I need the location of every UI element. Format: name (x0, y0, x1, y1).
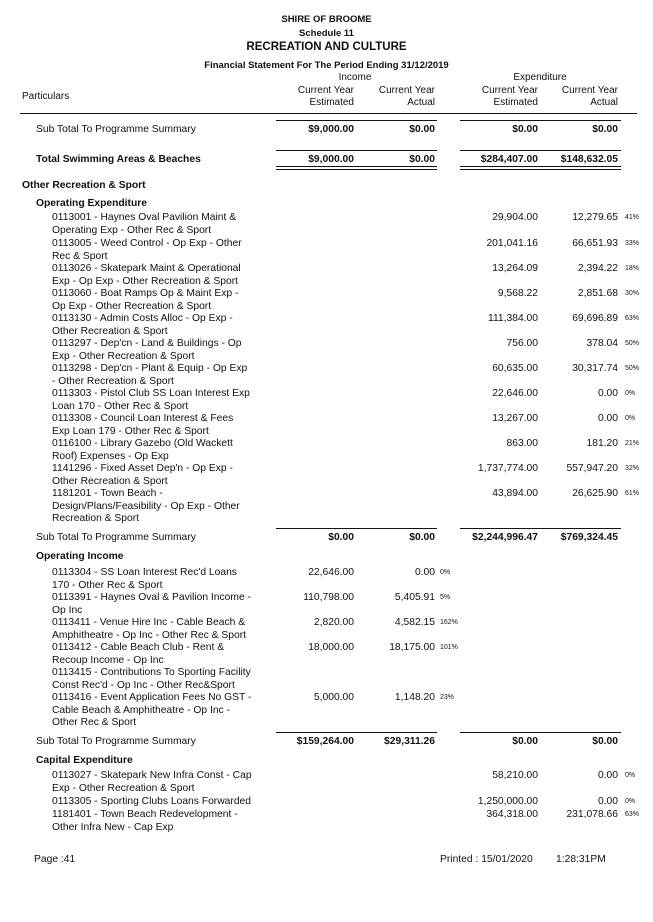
row-exp-estimated: 60,635.00 (492, 363, 538, 374)
row-description: 0113060 - Boat Ramps Op & Maint Exp - Op Exp - Other Recreation & Sport (52, 288, 239, 312)
row-exp-actual: 0.00 (597, 388, 618, 399)
row-inc-estimated: 18,000.00 (308, 642, 354, 653)
total-exp-act: $148,632.05 (560, 154, 618, 165)
row-inc-estimated: 110,798.00 (303, 592, 354, 603)
row-description: 0113308 - Council Loan Interest & Fees Exp Loan 179 - Other Rec & Sport (52, 413, 234, 437)
subtotal-inc-act: $0.00 (409, 124, 435, 135)
row-exp-estimated: 9,568.22 (497, 288, 538, 299)
exp-est-header-2: Estimated (493, 97, 538, 108)
row-percent: 41% (625, 214, 640, 221)
row-description: 0116100 - Library Gazebo (Old Wackett Roof) Expenses - Op Exp (52, 438, 233, 462)
row-exp-estimated: 43,894.00 (492, 488, 538, 499)
row-percent: 50% (625, 340, 640, 347)
page-title: RECREATION AND CULTURE (246, 41, 407, 53)
row-description: 1141296 - Fixed Asset Dep'n - Op Exp - Other Recreation & Sport (52, 463, 233, 487)
rule (276, 150, 437, 151)
row-percent: 32% (625, 465, 640, 472)
row-percent: 30% (625, 290, 640, 297)
subtotal-inc-est: $9,000.00 (308, 124, 354, 135)
row-percent: 21% (625, 440, 640, 447)
row-description: 1181201 - Town Beach - Design/Plans/Feasibility - Op Exp - Other Recreation & Sport (52, 488, 240, 524)
row-description: 0113130 - Admin Costs Alloc - Op Exp - Other Recreation & Sport (52, 313, 233, 337)
row-exp-actual: 2,394.22 (577, 263, 618, 274)
printed-date: Printed : 15/01/2020 (440, 854, 533, 865)
row-percent: 63% (625, 315, 640, 322)
row-exp-estimated: 111,384.00 (487, 313, 538, 324)
exp-est-header-1: Current Year (481, 85, 538, 96)
row-exp-estimated: 1,250,000.00 (477, 796, 538, 807)
opinc-subtotal-inc-est: $159,264.00 (296, 736, 354, 747)
subtotal-exp-est: $0.00 (512, 124, 538, 135)
opinc-subtotal-exp-act: $0.00 (592, 736, 618, 747)
inc-act-header-1: Current Year (378, 85, 435, 96)
row-inc-actual: 4,582.15 (394, 617, 435, 628)
row-exp-estimated: 1,737,774.00 (477, 463, 538, 474)
opex-subtotal-inc-est: $0.00 (328, 532, 354, 543)
row-exp-actual: 26,625.90 (572, 488, 618, 499)
row-exp-estimated: 13,267.00 (492, 413, 538, 424)
row-description: 0113026 - Skatepark Maint & Operational Exp - Op Exp - Other Recreation & Sport (52, 263, 241, 287)
opex-subtotal-label: Sub Total To Programme Summary (36, 532, 196, 543)
row-percent: 0% (625, 415, 636, 422)
row-percent: 33% (625, 240, 640, 247)
particulars-header: Particulars (22, 91, 70, 102)
row-exp-actual: 0.00 (597, 770, 618, 781)
operating-expenditure-heading: Operating Expenditure (36, 198, 147, 209)
page-number: Page :41 (34, 854, 76, 865)
rule (276, 732, 437, 733)
row-exp-actual: 69,696.89 (572, 313, 618, 324)
exp-act-header-2: Actual (590, 97, 618, 108)
row-description: 0113305 - Sporting Clubs Loans Forwarded (52, 796, 252, 807)
rule (460, 120, 621, 121)
row-percent: 162% (440, 619, 458, 626)
row-exp-actual: 30,317.74 (572, 363, 618, 374)
printed-time: 1:28:31PM (556, 854, 606, 865)
opex-subtotal-exp-est: $2,244,996.47 (472, 532, 538, 543)
total-swimming-label: Total Swimming Areas & Beaches (36, 154, 201, 165)
row-exp-actual: 2,851.68 (577, 288, 618, 299)
inc-est-header-2: Estimated (309, 97, 354, 108)
row-description: 0113303 - Pistol Club SS Loan Interest Exp Loan 170 - Other Rec & Sport (52, 388, 250, 412)
row-inc-estimated: 5,000.00 (313, 692, 354, 703)
row-percent: 63% (625, 811, 640, 818)
row-description: 0113005 - Weed Control - Op Exp - Other Rec & Sport (52, 238, 242, 262)
exp-act-header-1: Current Year (561, 85, 618, 96)
row-exp-actual: 0.00 (597, 413, 618, 424)
organisation-name: SHIRE OF BROOME (281, 14, 372, 25)
row-exp-actual: 557,947.20 (566, 463, 618, 474)
opinc-subtotal-exp-est: $0.00 (512, 736, 538, 747)
row-inc-actual: 1,148.20 (394, 692, 435, 703)
row-percent: 50% (625, 365, 640, 372)
row-description: 1181401 - Town Beach Redevelopment -Other Infra New - Cap Exp (52, 809, 238, 833)
row-inc-actual: 18,175.00 (389, 642, 435, 653)
subtotal-label: Sub Total To Programme Summary (36, 124, 196, 135)
row-percent: 23% (440, 694, 455, 701)
row-percent: 0% (625, 390, 636, 397)
expenditure-header: Expenditure (513, 72, 567, 83)
total-exp-est: $284,407.00 (480, 154, 538, 165)
subtotal-exp-act: $0.00 (592, 124, 618, 135)
opex-subtotal-inc-act: $0.00 (409, 532, 435, 543)
row-exp-actual: 0.00 (597, 796, 618, 807)
row-exp-estimated: 756.00 (506, 338, 538, 349)
row-inc-estimated: 22,646.00 (308, 567, 354, 578)
row-description: 0113391 - Haynes Oval & Pavilion Income - Op Inc (52, 592, 251, 616)
row-percent: 5% (440, 594, 451, 601)
row-percent: 0% (440, 569, 451, 576)
row-description: 0113027 - Skatepark New Infra Const - Cap Exp - Other Recreation & Sport (52, 770, 252, 794)
row-description: 0113001 - Haynes Oval Pavilion Maint & Operating Exp - Other Rec & Sport (52, 212, 237, 236)
row-exp-actual: 181.20 (586, 438, 618, 449)
row-description: 0113412 - Cable Beach Club - Rent & Recoup Income - Op Inc (52, 642, 225, 666)
rule (276, 120, 437, 121)
row-exp-estimated: 29,904.00 (492, 212, 538, 223)
inc-act-header-2: Actual (407, 97, 435, 108)
row-exp-actual: 231,078.66 (566, 809, 618, 820)
row-exp-estimated: 58,210.00 (492, 770, 538, 781)
row-exp-estimated: 863.00 (506, 438, 538, 449)
rule (460, 528, 621, 529)
opinc-subtotal-inc-act: $29,311.26 (384, 736, 435, 747)
double-rule (276, 166, 437, 170)
row-description: 0113416 - Event Application Fees No GST - Cable Beach & Amphitheatre - Op Inc - Other Rec & Sport (52, 692, 252, 728)
row-description: 0113298 - Dep'cn - Plant & Equip - Op Exp - Other Recreation & Sport (52, 363, 248, 387)
header-divider (20, 113, 637, 114)
total-inc-est: $9,000.00 (308, 154, 354, 165)
row-description: 0113304 - SS Loan Interest Rec'd Loans 170 - Other Rec & Sport (52, 567, 237, 591)
operating-income-heading: Operating Income (36, 551, 124, 562)
row-description: 0113415 - Contributions To Sporting Facility Const Rec'd - Op Inc - Other Rec&Sport (52, 667, 251, 691)
row-exp-estimated: 13,264.09 (492, 263, 538, 274)
row-percent: 0% (625, 772, 636, 779)
rule (460, 150, 621, 151)
row-percent: 18% (625, 265, 640, 272)
double-rule (460, 166, 621, 170)
row-percent: 0% (625, 798, 636, 805)
row-exp-estimated: 22,646.00 (492, 388, 538, 399)
rule (276, 528, 437, 529)
row-exp-actual: 66,651.93 (572, 238, 618, 249)
total-inc-act: $0.00 (409, 154, 435, 165)
row-description: 0113411 - Venue Hire Inc - Cable Beach & Amphitheatre - Op Inc - Other Rec & Sport (52, 617, 247, 641)
schedule-label: Schedule 11 (299, 28, 354, 39)
opinc-subtotal-label: Sub Total To Programme Summary (36, 736, 196, 747)
row-inc-actual: 0.00 (414, 567, 435, 578)
opex-subtotal-exp-act: $769,324.45 (560, 532, 618, 543)
row-exp-estimated: 201,041.16 (486, 238, 538, 249)
rule (460, 732, 621, 733)
row-description: 0113297 - Dep'cn - Land & Buildings - Op Exp - Other Recreation & Sport (52, 338, 242, 362)
row-exp-actual: 12,279.65 (572, 212, 618, 223)
section-title: Other Recreation & Sport (22, 180, 146, 191)
capital-expenditure-heading: Capital Expenditure (36, 755, 133, 766)
row-exp-estimated: 364,318.00 (486, 809, 538, 820)
income-header: Income (338, 72, 372, 83)
row-percent: 101% (440, 644, 458, 651)
row-inc-actual: 5,405.91 (394, 592, 435, 603)
page-subtitle: Financial Statement For The Period Ending 31/12/2019 (204, 60, 449, 71)
row-exp-actual: 378.04 (586, 338, 618, 349)
row-inc-estimated: 2,820.00 (313, 617, 354, 628)
inc-est-header-1: Current Year (297, 85, 354, 96)
row-percent: 61% (625, 490, 640, 497)
